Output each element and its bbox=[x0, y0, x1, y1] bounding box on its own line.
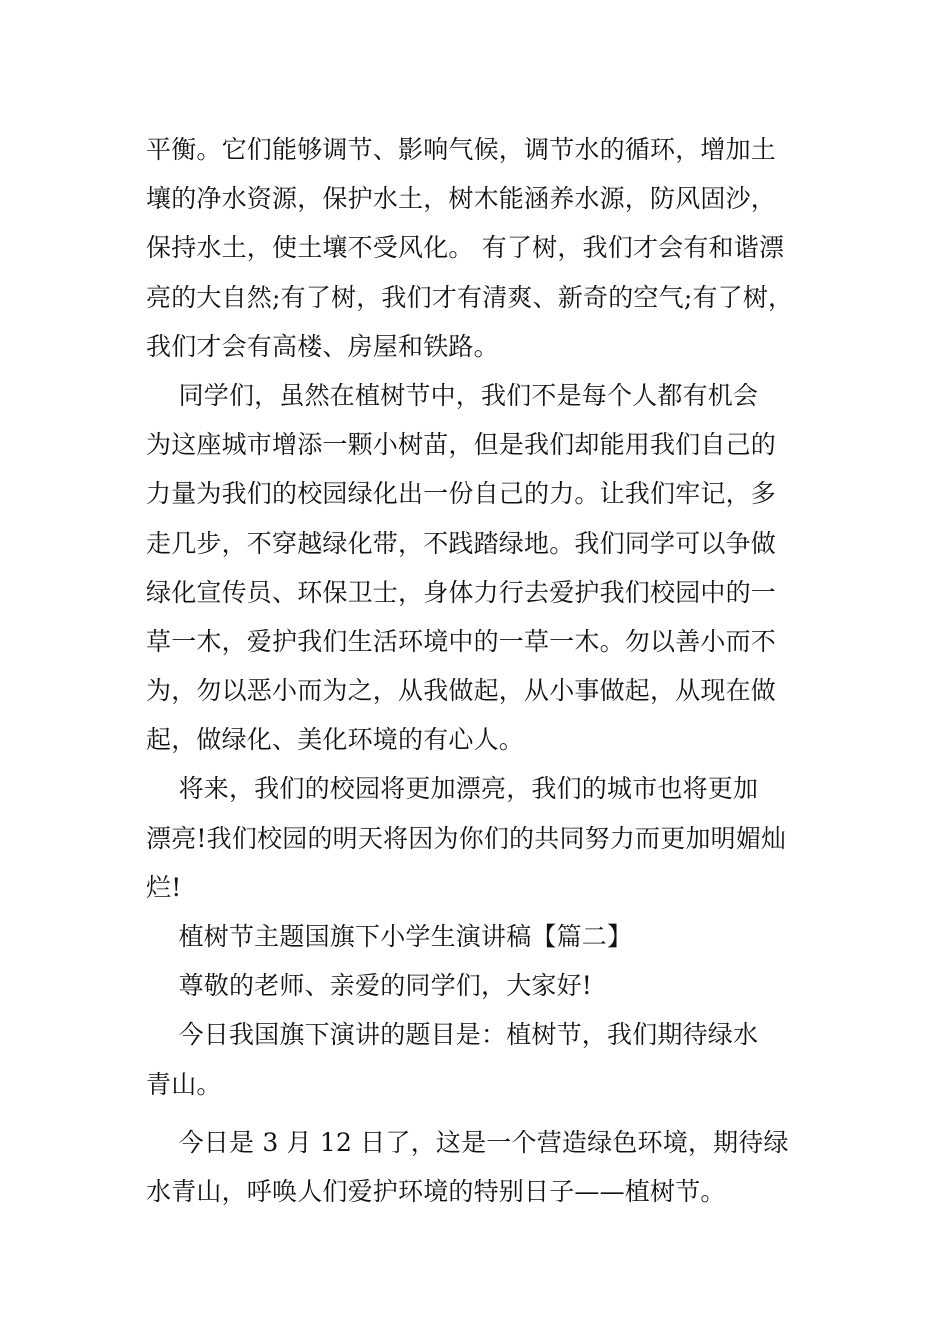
text-line: 平衡。它们能够调节、影响气候，调节水的循环，增加土 bbox=[146, 135, 777, 164]
text-line: 亮的大自然;有了树，我们才有清爽、新奇的空气;有了树， bbox=[146, 282, 794, 312]
text-line: 绿化宣传员、环保卫士，身体力行去爱护我们校园中的一 bbox=[146, 577, 777, 607]
text-line: 今日我国旗下演讲的题目是：植树节，我们期待绿水 bbox=[146, 1020, 759, 1050]
text-line: 我们才会有高楼、房屋和铁路。 bbox=[146, 331, 499, 361]
text-line: 为这座城市增添一颗小树苗，但是我们却能用我们自己的 bbox=[146, 430, 777, 460]
paragraph bbox=[146, 764, 826, 912]
text-line: 青山。 bbox=[146, 1069, 222, 1099]
text-line: 走几步，不穿越绿化带，不践踏绿地。我们同学可以争做 bbox=[146, 528, 777, 558]
heading-line: 植树节主题国旗下小学生演讲稿【篇二】 bbox=[146, 922, 633, 951]
paragraph bbox=[146, 125, 826, 371]
section-heading bbox=[146, 912, 826, 961]
paragraph bbox=[146, 1010, 826, 1108]
text-line: 起，做绿化、美化环境的有心人。 bbox=[146, 725, 525, 755]
paragraph bbox=[146, 1118, 826, 1216]
paragraph-gap bbox=[146, 1109, 826, 1118]
text-line: 漂亮!我们校园的明天将因为你们的共同努力而更加明媚灿 bbox=[146, 823, 787, 853]
document-body bbox=[146, 125, 826, 1216]
text-line: 保持水土，使土壤不受风化。 有了树，我们才会有和谐漂 bbox=[146, 233, 785, 263]
text-line: 将来，我们的校园将更加漂亮，我们的城市也将更加 bbox=[146, 774, 759, 804]
text-line: 今日是 3 月 12 日了，这是一个营造绿色环境，期待绿 bbox=[146, 1127, 789, 1157]
text-line: 为，勿以恶小而为之，从我做起，从小事做起，从现在做 bbox=[146, 676, 777, 706]
paragraph bbox=[146, 371, 826, 765]
text-line: 草一木，爱护我们生活环境中的一草一木。勿以善小而不 bbox=[146, 626, 777, 656]
text-line: 尊敬的老师、亲爱的同学们，大家好! bbox=[146, 971, 593, 1001]
greeting bbox=[146, 961, 826, 1010]
text-line: 同学们，虽然在植树节中，我们不是每个人都有机会 bbox=[146, 380, 759, 410]
text-line: 力量为我们的校园绿化出一份自己的力。让我们牢记，多 bbox=[146, 479, 777, 509]
text-line: 壤的净水资源，保护水土，树木能涵养水源，防风固沙， bbox=[146, 184, 777, 214]
text-line: 烂! bbox=[146, 872, 182, 902]
text-line: 水青山，呼唤人们爱护环境的特别日子——植树节。 bbox=[146, 1176, 726, 1206]
